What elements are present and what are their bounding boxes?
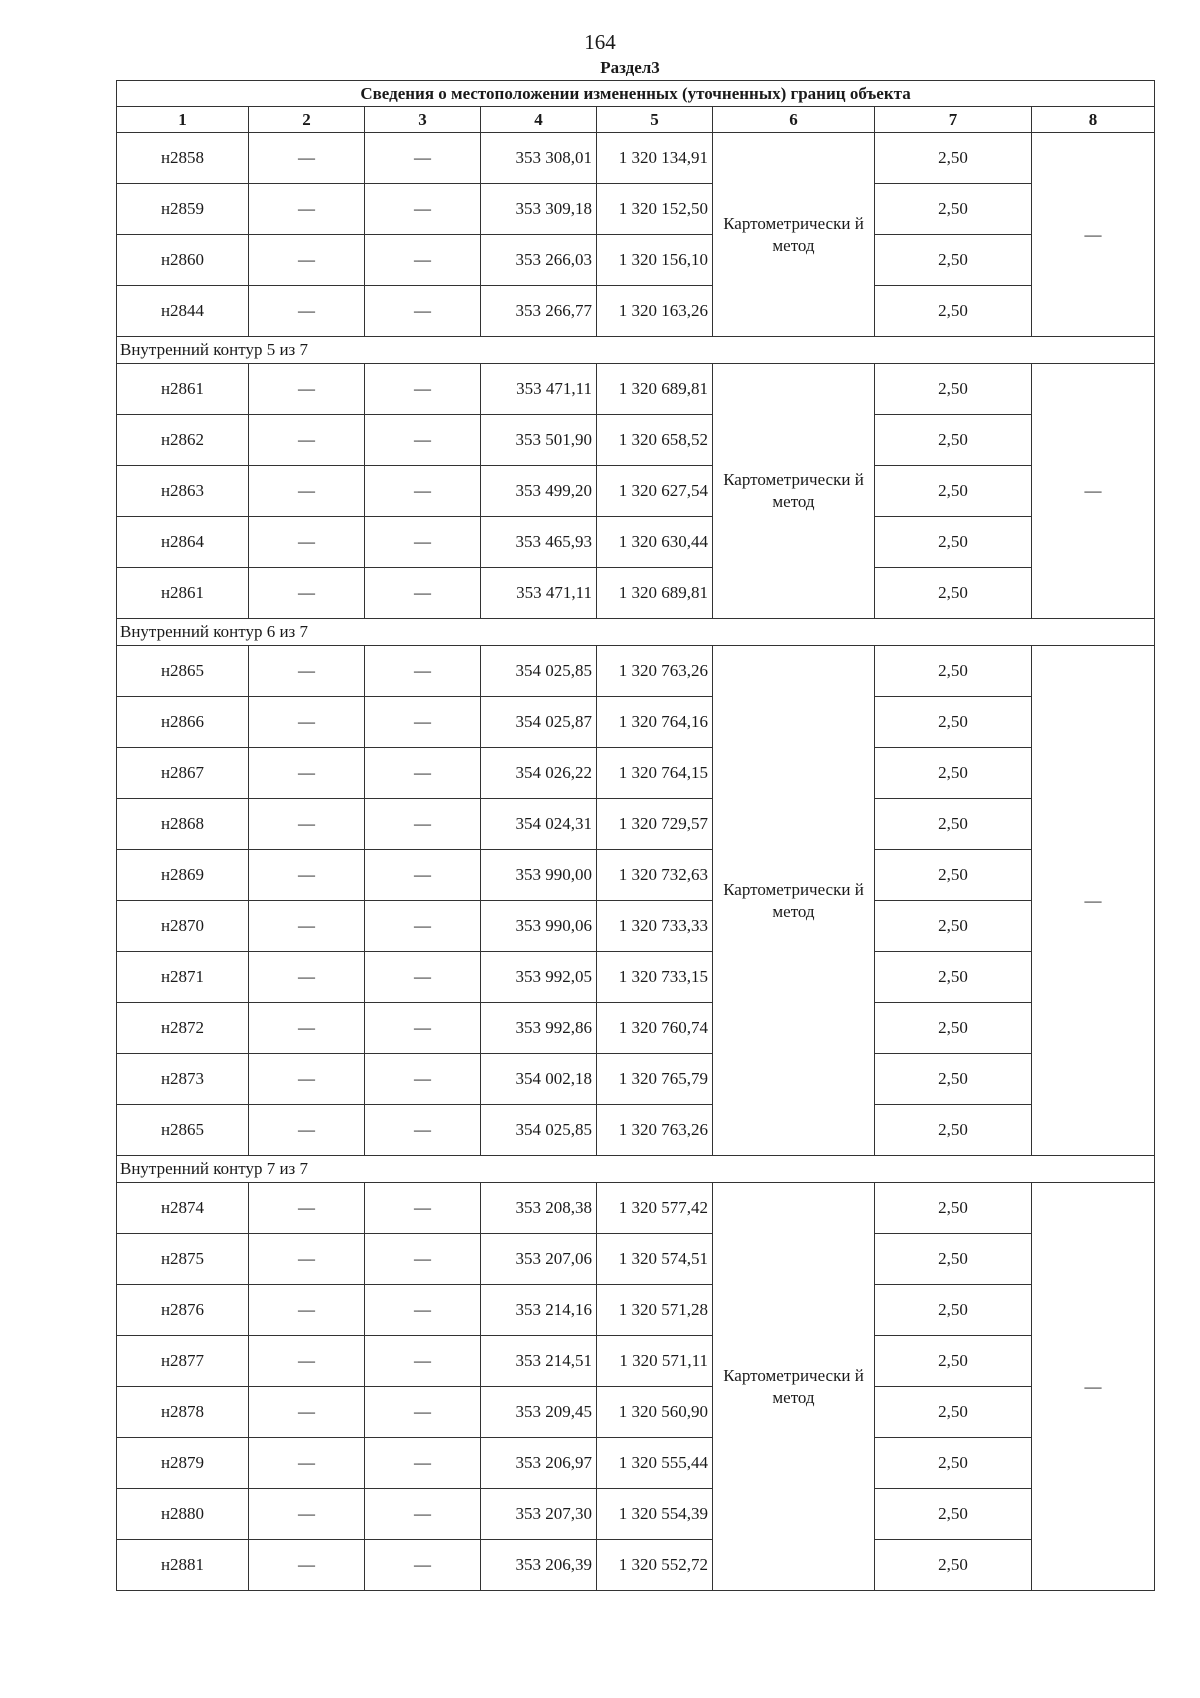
- column-number: 8: [1032, 107, 1155, 133]
- col2-dash: —: [249, 517, 365, 568]
- y-coordinate: 1 320 152,50: [597, 184, 713, 235]
- accuracy: 2,50: [875, 568, 1032, 619]
- table-row: [117, 568, 1155, 619]
- col3-dash: —: [365, 133, 481, 184]
- x-coordinate: 353 465,93: [481, 517, 597, 568]
- col8-dash: —: [1032, 646, 1155, 1156]
- x-coordinate: 353 471,11: [481, 364, 597, 415]
- point-name: н2864: [117, 517, 249, 568]
- col3-dash: —: [365, 697, 481, 748]
- col2-dash: —: [249, 697, 365, 748]
- coordinates-table: [116, 80, 1155, 1591]
- table-row: [117, 1438, 1155, 1489]
- x-coordinate: 353 501,90: [481, 415, 597, 466]
- col2-dash: —: [249, 1054, 365, 1105]
- y-coordinate: 1 320 574,51: [597, 1234, 713, 1285]
- col2-dash: —: [249, 1183, 365, 1234]
- col2-dash: —: [249, 952, 365, 1003]
- accuracy: 2,50: [875, 952, 1032, 1003]
- accuracy: 2,50: [875, 850, 1032, 901]
- y-coordinate: 1 320 554,39: [597, 1489, 713, 1540]
- col3-dash: —: [365, 646, 481, 697]
- y-coordinate: 1 320 733,15: [597, 952, 713, 1003]
- y-coordinate: 1 320 689,81: [597, 364, 713, 415]
- table-row: [117, 1003, 1155, 1054]
- x-coordinate: 354 024,31: [481, 799, 597, 850]
- method-cell: Картометрически й метод: [713, 364, 875, 619]
- y-coordinate: 1 320 560,90: [597, 1387, 713, 1438]
- col3-dash: —: [365, 235, 481, 286]
- y-coordinate: 1 320 555,44: [597, 1438, 713, 1489]
- col8-dash: —: [1032, 133, 1155, 337]
- x-coordinate: 354 025,85: [481, 1105, 597, 1156]
- y-coordinate: 1 320 733,33: [597, 901, 713, 952]
- accuracy: 2,50: [875, 1438, 1032, 1489]
- col3-dash: —: [365, 364, 481, 415]
- table-row: [117, 646, 1155, 697]
- table-row: [117, 1105, 1155, 1156]
- column-number: 3: [365, 107, 481, 133]
- accuracy: 2,50: [875, 1183, 1032, 1234]
- col3-dash: —: [365, 1003, 481, 1054]
- point-name: н2872: [117, 1003, 249, 1054]
- col2-dash: —: [249, 1285, 365, 1336]
- x-coordinate: 353 499,20: [481, 466, 597, 517]
- point-name: н2858: [117, 133, 249, 184]
- point-name: н2875: [117, 1234, 249, 1285]
- table-row: [117, 517, 1155, 568]
- col2-dash: —: [249, 133, 365, 184]
- point-name: н2861: [117, 364, 249, 415]
- table-row: [117, 1489, 1155, 1540]
- page-number: 164: [584, 30, 616, 54]
- point-name: н2859: [117, 184, 249, 235]
- method-cell: Картометрически й метод: [713, 1183, 875, 1591]
- col3-dash: —: [365, 1540, 481, 1591]
- point-name: н2863: [117, 466, 249, 517]
- contour-label-row: [117, 1156, 1155, 1183]
- contour-label-row: [117, 619, 1155, 646]
- col2-dash: —: [249, 1489, 365, 1540]
- accuracy: 2,50: [875, 1336, 1032, 1387]
- col2-dash: —: [249, 901, 365, 952]
- table-title-row: [117, 81, 1155, 107]
- point-name: н2865: [117, 1105, 249, 1156]
- col3-dash: —: [365, 517, 481, 568]
- point-name: н2877: [117, 1336, 249, 1387]
- accuracy: 2,50: [875, 748, 1032, 799]
- y-coordinate: 1 320 763,26: [597, 646, 713, 697]
- table-row: [117, 850, 1155, 901]
- col3-dash: —: [365, 901, 481, 952]
- x-coordinate: 354 025,87: [481, 697, 597, 748]
- x-coordinate: 353 209,45: [481, 1387, 597, 1438]
- accuracy: 2,50: [875, 517, 1032, 568]
- x-coordinate: 353 206,39: [481, 1540, 597, 1591]
- x-coordinate: 353 308,01: [481, 133, 597, 184]
- col2-dash: —: [249, 235, 365, 286]
- column-number: 7: [875, 107, 1032, 133]
- column-number: 5: [597, 107, 713, 133]
- col2-dash: —: [249, 568, 365, 619]
- accuracy: 2,50: [875, 646, 1032, 697]
- x-coordinate: 353 207,06: [481, 1234, 597, 1285]
- contour-label: Внутренний контур 6 из 7: [117, 619, 1155, 646]
- point-name: н2861: [117, 568, 249, 619]
- col2-dash: —: [249, 646, 365, 697]
- col3-dash: —: [365, 1489, 481, 1540]
- table-row: [117, 697, 1155, 748]
- accuracy: 2,50: [875, 1387, 1032, 1438]
- x-coordinate: 353 992,05: [481, 952, 597, 1003]
- method-cell: Картометрически й метод: [713, 133, 875, 337]
- accuracy: 2,50: [875, 1285, 1032, 1336]
- table-row: [117, 1285, 1155, 1336]
- table-row: [117, 1336, 1155, 1387]
- col3-dash: —: [365, 1387, 481, 1438]
- col2-dash: —: [249, 1540, 365, 1591]
- col2-dash: —: [249, 415, 365, 466]
- accuracy: 2,50: [875, 1105, 1032, 1156]
- point-name: н2870: [117, 901, 249, 952]
- column-number: 1: [117, 107, 249, 133]
- accuracy: 2,50: [875, 799, 1032, 850]
- contour-label-row: [117, 337, 1155, 364]
- col2-dash: —: [249, 286, 365, 337]
- y-coordinate: 1 320 764,15: [597, 748, 713, 799]
- point-name: н2868: [117, 799, 249, 850]
- y-coordinate: 1 320 764,16: [597, 697, 713, 748]
- x-coordinate: 353 990,00: [481, 850, 597, 901]
- col2-dash: —: [249, 184, 365, 235]
- y-coordinate: 1 320 156,10: [597, 235, 713, 286]
- y-coordinate: 1 320 760,74: [597, 1003, 713, 1054]
- y-coordinate: 1 320 627,54: [597, 466, 713, 517]
- point-name: н2844: [117, 286, 249, 337]
- point-name: н2865: [117, 646, 249, 697]
- x-coordinate: 353 214,16: [481, 1285, 597, 1336]
- col2-dash: —: [249, 466, 365, 517]
- x-coordinate: 353 206,97: [481, 1438, 597, 1489]
- point-name: н2860: [117, 235, 249, 286]
- col3-dash: —: [365, 1105, 481, 1156]
- y-coordinate: 1 320 134,91: [597, 133, 713, 184]
- col2-dash: —: [249, 799, 365, 850]
- col2-dash: —: [249, 1438, 365, 1489]
- accuracy: 2,50: [875, 1540, 1032, 1591]
- accuracy: 2,50: [875, 415, 1032, 466]
- contour-label: Внутренний контур 7 из 7: [117, 1156, 1155, 1183]
- col3-dash: —: [365, 1183, 481, 1234]
- accuracy: 2,50: [875, 364, 1032, 415]
- col3-dash: —: [365, 568, 481, 619]
- table-row: [117, 466, 1155, 517]
- point-name: н2880: [117, 1489, 249, 1540]
- col3-dash: —: [365, 1438, 481, 1489]
- point-name: н2874: [117, 1183, 249, 1234]
- col2-dash: —: [249, 1234, 365, 1285]
- table-row: [117, 1234, 1155, 1285]
- y-coordinate: 1 320 689,81: [597, 568, 713, 619]
- y-coordinate: 1 320 658,52: [597, 415, 713, 466]
- col8-dash: —: [1032, 1183, 1155, 1591]
- x-coordinate: 353 990,06: [481, 901, 597, 952]
- col3-dash: —: [365, 184, 481, 235]
- point-name: н2878: [117, 1387, 249, 1438]
- col3-dash: —: [365, 1285, 481, 1336]
- accuracy: 2,50: [875, 235, 1032, 286]
- x-coordinate: 353 266,03: [481, 235, 597, 286]
- table-row: [117, 133, 1155, 184]
- table-row: [117, 235, 1155, 286]
- col2-dash: —: [249, 748, 365, 799]
- accuracy: 2,50: [875, 697, 1032, 748]
- x-coordinate: 353 992,86: [481, 1003, 597, 1054]
- y-coordinate: 1 320 765,79: [597, 1054, 713, 1105]
- y-coordinate: 1 320 732,63: [597, 850, 713, 901]
- table-row: [117, 415, 1155, 466]
- col3-dash: —: [365, 466, 481, 517]
- y-coordinate: 1 320 571,11: [597, 1336, 713, 1387]
- point-name: н2869: [117, 850, 249, 901]
- column-number-row: [117, 107, 1155, 133]
- table-row: [117, 748, 1155, 799]
- col3-dash: —: [365, 748, 481, 799]
- accuracy: 2,50: [875, 466, 1032, 517]
- y-coordinate: 1 320 552,72: [597, 1540, 713, 1591]
- x-coordinate: 354 002,18: [481, 1054, 597, 1105]
- column-number: 6: [713, 107, 875, 133]
- x-coordinate: 353 471,11: [481, 568, 597, 619]
- point-name: н2879: [117, 1438, 249, 1489]
- table-row: [117, 799, 1155, 850]
- x-coordinate: 353 309,18: [481, 184, 597, 235]
- accuracy: 2,50: [875, 184, 1032, 235]
- table-row: [117, 184, 1155, 235]
- point-name: н2866: [117, 697, 249, 748]
- point-name: н2867: [117, 748, 249, 799]
- table-row: [117, 901, 1155, 952]
- col2-dash: —: [249, 1003, 365, 1054]
- y-coordinate: 1 320 630,44: [597, 517, 713, 568]
- col3-dash: —: [365, 799, 481, 850]
- accuracy: 2,50: [875, 1054, 1032, 1105]
- col2-dash: —: [249, 850, 365, 901]
- table-title: Сведения о местоположении измененных (уточненных) границ объекта: [117, 81, 1155, 107]
- accuracy: 2,50: [875, 901, 1032, 952]
- point-name: н2862: [117, 415, 249, 466]
- point-name: н2881: [117, 1540, 249, 1591]
- col2-dash: —: [249, 1105, 365, 1156]
- column-number: 2: [249, 107, 365, 133]
- x-coordinate: 353 207,30: [481, 1489, 597, 1540]
- x-coordinate: 353 214,51: [481, 1336, 597, 1387]
- column-number: 4: [481, 107, 597, 133]
- x-coordinate: 353 208,38: [481, 1183, 597, 1234]
- x-coordinate: 353 266,77: [481, 286, 597, 337]
- y-coordinate: 1 320 571,28: [597, 1285, 713, 1336]
- col3-dash: —: [365, 1234, 481, 1285]
- contour-label: Внутренний контур 5 из 7: [117, 337, 1155, 364]
- table-row: [117, 1540, 1155, 1591]
- table-row: [117, 1387, 1155, 1438]
- y-coordinate: 1 320 763,26: [597, 1105, 713, 1156]
- col2-dash: —: [249, 364, 365, 415]
- col3-dash: —: [365, 952, 481, 1003]
- y-coordinate: 1 320 577,42: [597, 1183, 713, 1234]
- point-name: н2876: [117, 1285, 249, 1336]
- accuracy: 2,50: [875, 133, 1032, 184]
- col2-dash: —: [249, 1387, 365, 1438]
- table-row: [117, 286, 1155, 337]
- x-coordinate: 354 025,85: [481, 646, 597, 697]
- col3-dash: —: [365, 286, 481, 337]
- accuracy: 2,50: [875, 286, 1032, 337]
- col3-dash: —: [365, 1054, 481, 1105]
- col3-dash: —: [365, 1336, 481, 1387]
- table-row: [117, 364, 1155, 415]
- x-coordinate: 354 026,22: [481, 748, 597, 799]
- accuracy: 2,50: [875, 1489, 1032, 1540]
- col8-dash: —: [1032, 364, 1155, 619]
- col3-dash: —: [365, 850, 481, 901]
- point-name: н2873: [117, 1054, 249, 1105]
- col3-dash: —: [365, 415, 481, 466]
- y-coordinate: 1 320 163,26: [597, 286, 713, 337]
- point-name: н2871: [117, 952, 249, 1003]
- table-row: [117, 952, 1155, 1003]
- method-cell: Картометрически й метод: [713, 646, 875, 1156]
- y-coordinate: 1 320 729,57: [597, 799, 713, 850]
- section-title: Раздел3: [600, 58, 660, 77]
- table-row: [117, 1054, 1155, 1105]
- accuracy: 2,50: [875, 1234, 1032, 1285]
- accuracy: 2,50: [875, 1003, 1032, 1054]
- col2-dash: —: [249, 1336, 365, 1387]
- table-row: [117, 1183, 1155, 1234]
